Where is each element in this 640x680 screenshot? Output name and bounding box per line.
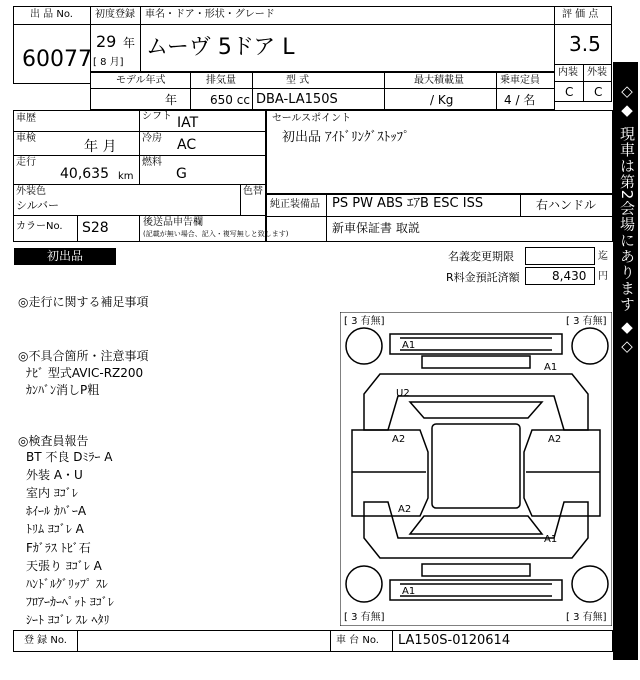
inspector-line: ﾊﾝﾄﾞﾙｸﾞﾘｯﾌﾟ ｽﾚ — [26, 577, 108, 591]
side-banner-text: ◇◆ 現車は第2会場にあります ◆◇ — [618, 82, 636, 357]
inspector-line: ﾄﾘﾑ ﾖｺﾞﾚ A — [26, 522, 84, 536]
interior-grade: C — [565, 85, 574, 99]
sales-point-value: 初出品 ｱｲﾄﾞﾘﾝｸﾞｽﾄｯﾌﾟ — [282, 130, 410, 145]
corner-label-bl: [ 3 有無] — [344, 612, 385, 623]
damage-mark: A1 — [402, 586, 416, 597]
model-year-label: モデル年式 — [116, 75, 166, 86]
color-no-label: カラーNo. — [16, 221, 63, 232]
color-change-label: 色替 — [243, 186, 263, 197]
inspector-line: ﾎｲｰﾙ ｶﾊﾞｰA — [26, 504, 87, 518]
driving-notes-title: ◎走行に関する補足事項 — [18, 295, 149, 309]
inspector-line: BT 不良 Dﾐﾗｰ A — [26, 450, 113, 464]
type-value: DBA-LA150S — [256, 92, 338, 107]
first-reg-year-unit: 年 — [123, 36, 136, 50]
inspector-line: ｼｰﾄ ﾖｺﾞﾚ ｽﾚ ﾍﾀﾘ — [26, 613, 110, 627]
equipment-value: PS PW ABS ｴｱB ESC ISS — [332, 196, 484, 211]
ac-label: 冷房 — [142, 133, 162, 144]
wheel-front-right — [572, 328, 608, 364]
exterior-grade: C — [594, 85, 603, 99]
exterior-label: 外装 — [587, 67, 607, 78]
capacity-label: 乗車定員 — [500, 75, 540, 86]
inspector-title: ◎検査員報告 — [18, 434, 89, 448]
damage-mark: A1 — [544, 362, 558, 373]
recycle-unit: 円 — [598, 271, 608, 282]
fuel-value: G — [176, 166, 187, 182]
ac-value: AC — [177, 137, 197, 153]
recycle-value: 8,430 — [552, 269, 587, 283]
inspector-line: Fｶﾞﾗｽ ﾄﾋﾞ石 — [26, 541, 91, 555]
rear-window — [410, 516, 542, 534]
damage-mark: A2 — [548, 434, 562, 445]
defect-line: ﾅﾋﾞ 型式AVIC-RZ200 — [26, 366, 144, 380]
damage-mark: U2 — [396, 388, 410, 399]
reg-no-label: 登 録 No. — [24, 635, 67, 646]
rear-plate — [422, 564, 530, 576]
mileage-label: 走行 — [16, 157, 36, 168]
first-reg-month: [ 8 月] — [93, 57, 124, 68]
inspection-label: 車検 — [16, 133, 36, 144]
inspector-line: 天張り ﾖｺﾞﾚ A — [26, 559, 102, 573]
score-label: 評 価 点 — [562, 9, 599, 20]
first-listing-banner: 初出品 — [14, 248, 116, 265]
defect-line: ｶﾝﾊﾞﾝ消しP粗 — [26, 383, 100, 397]
mileage-value: 40,635 — [60, 166, 109, 182]
capacity: 4 / 名 — [504, 93, 536, 107]
roof — [432, 424, 520, 508]
color-value: シルバー — [16, 199, 59, 212]
name-label: 車名・ドア・形状・グレード — [145, 9, 275, 20]
score-value: 3.5 — [569, 32, 601, 56]
first-reg-label: 初度登録 — [95, 9, 135, 20]
front-grille — [422, 356, 530, 368]
corner-label-tl: [ 3 有無] — [344, 316, 385, 327]
fuel-label: 燃料 — [142, 157, 162, 168]
aftermarket-label: 後送品申告欄 — [143, 217, 203, 228]
aftermarket-note: (記載が無い場合、記入・複写無しと致します) — [143, 230, 289, 238]
damage-mark: A1 — [544, 534, 558, 545]
model-year-unit: 年 — [165, 93, 178, 107]
damage-mark: A1 — [402, 340, 416, 351]
equipment-label: 純正装備品 — [270, 199, 320, 210]
corner-label-br: [ 3 有無] — [566, 612, 607, 623]
name-change-unit: 迄 — [598, 251, 608, 262]
windshield — [410, 402, 542, 418]
car-name: ムーヴ 5ドア L — [146, 35, 295, 60]
max-load: / Kg — [430, 93, 454, 107]
damage-mark: A2 — [398, 504, 412, 515]
rear-bumper — [390, 580, 562, 600]
chassis-value: LA150S-0120614 — [398, 633, 511, 648]
history-label: 車歴 — [16, 113, 36, 124]
shift-value: IAT — [177, 115, 199, 131]
inspection-value: 年 月 — [84, 139, 117, 155]
type-label: 型 式 — [286, 75, 310, 86]
interior-label: 内装 — [558, 67, 578, 78]
color-no-value: S28 — [82, 220, 109, 236]
corner-label-tr: [ 3 有無] — [566, 316, 607, 327]
wheel-rear-left — [346, 566, 382, 602]
footer-row — [13, 630, 613, 652]
steering-value: 右ハンドル — [536, 198, 597, 212]
first-reg-year: 29 — [96, 32, 117, 51]
displacement-label: 排気量 — [206, 75, 236, 86]
inspector-line: 室内 ﾖｺﾞﾚ — [26, 486, 78, 500]
displacement: 650 cc — [210, 93, 250, 107]
side-banner — [613, 62, 638, 660]
car-damage-diagram — [340, 312, 612, 626]
damage-mark: A2 — [392, 434, 406, 445]
name-change-field — [525, 247, 595, 265]
lot-number: 60077 — [22, 47, 92, 72]
mileage-unit: km — [118, 171, 134, 182]
color-label: 外装色 — [16, 186, 46, 197]
inspector-line: 外装 A・U — [26, 468, 83, 482]
chassis-label: 車 台 No. — [336, 635, 379, 646]
wheel-rear-right — [572, 566, 608, 602]
max-load-label: 最大積載量 — [414, 75, 464, 86]
recycle-label: R料金預託済額 — [446, 271, 520, 284]
defects-title: ◎不具合箇所・注意事項 — [18, 349, 149, 363]
name-change-label: 名義変更期限 — [448, 250, 514, 263]
sales-point-label: セールスポイント — [272, 113, 352, 124]
shift-label: シフト — [142, 111, 172, 122]
front-bumper — [390, 334, 562, 354]
lot-label: 出 品 No. — [30, 9, 73, 20]
wheel-front-left — [346, 328, 382, 364]
inspector-line: ﾌﾛｱｰｶｰﾍﾟｯﾄ ﾖｺﾞﾚ — [26, 595, 114, 609]
warranty-value: 新車保証書 取説 — [332, 221, 420, 235]
